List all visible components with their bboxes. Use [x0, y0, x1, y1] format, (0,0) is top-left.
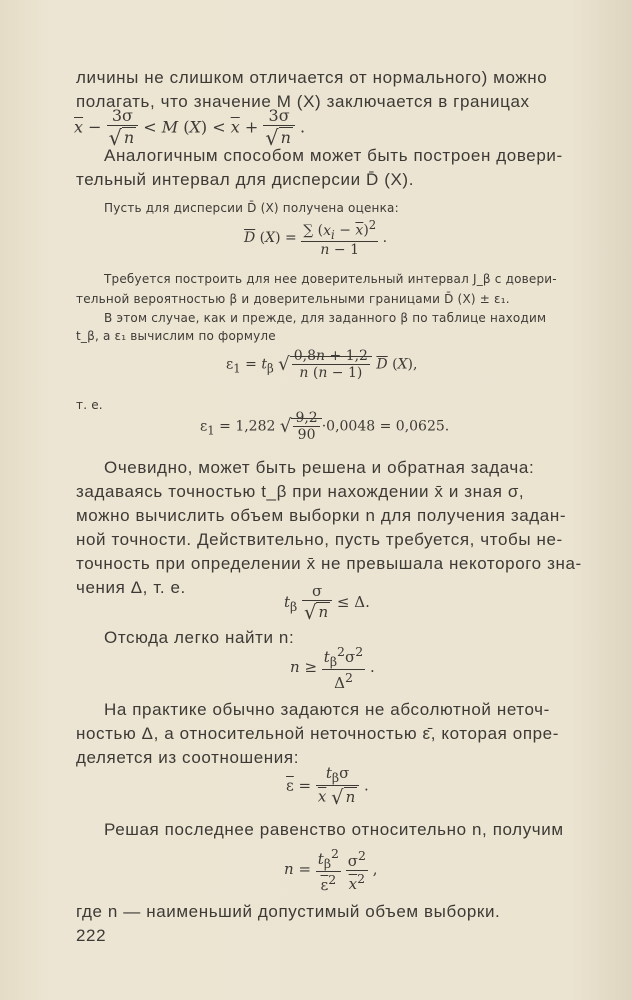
text-line-small: В этом случае, как и прежде, для заданного β по таблице находим: [104, 311, 547, 325]
text-line-small: Пусть для дисперсии D̄ (X) получена оценка:: [104, 201, 399, 215]
text-line: Очевидно, может быть решена и обратная задача:: [104, 458, 535, 477]
text-line: Аналогичным способом может быть построен довери-: [104, 146, 563, 165]
text-line: ной точности. Действительно, пусть требуется, чтобы не-: [76, 530, 563, 549]
text-line: можно вычислить объем выборки n для получения задан-: [76, 506, 567, 525]
formula-interval-mean: $\overline{x}$ − $\frac{3\sigma}{√ n}$ < M $(X) < \overline{x}$ + $\frac{3\sigma}{√ n}$ .: [74, 106, 306, 150]
formula-eps1-numeric: $\varepsilon_1 = 1,282$ √ $\frac{9,2}{90}$ ·0,0048 = 0,0625.: [200, 410, 450, 443]
text-line: ностью Δ, а относительной неточностью ε̄, которая опре-: [76, 724, 559, 743]
formula-eps-relative: $\overline{\varepsilon}$ = $\frac{t_\beta\sigma}{\overline{x} √ n}$ .: [286, 764, 369, 809]
text-line: личины не слишком отличается от нормального) можно: [76, 68, 548, 87]
formula-n2: n = $\frac{t_\beta^2}{\overline{\varepsilon}^2}$ $\frac{\sigma^2}{\overline{x}^2}$ ,: [284, 846, 378, 894]
text-line-small: t_β, а ε₁ вычислим по формуле: [76, 329, 276, 343]
formula-eps1: $\varepsilon_1 = t_\beta$ √ $\frac{0,8n + 1,2}{n (n - 1)}$ $\overline{D}$ (X),: [226, 348, 418, 381]
text-line: полагать, что значение M (X) заключается в границах: [76, 92, 530, 111]
text-line-small: Требуется построить для нее доверительный интервал J_β с довери-: [104, 272, 557, 286]
text-line: деляется из соотношения:: [76, 748, 300, 767]
text-line: На практике обычно задаются не абсолютной неточ-: [104, 700, 550, 719]
formula-variance: $\overline{D}$ (X) = $\frac{\sum (x_i - \overline{x})^2}{n - 1}$ .: [244, 218, 388, 259]
text-line: чения Δ, т. е.: [76, 578, 186, 597]
text-line: точность при определении x̄ не превышала некоторого зна-: [76, 554, 582, 573]
text-line: Отсюда легко найти n:: [104, 628, 295, 647]
text-line: Решая последнее равенство относительно n, получим: [104, 820, 564, 839]
text-line-small: тельной вероятностью β и доверительными границами D̄ (X) ± ε₁.: [76, 292, 510, 306]
text-line: задаваясь точностью t_β при нахождении x̄ и зная σ,: [76, 482, 525, 501]
text-line: тельный интервал для дисперсии D̄ (X).: [76, 170, 415, 189]
text-line: где n — наименьший допустимый объем выборки.: [76, 902, 501, 921]
formula-n1: n ≥ $\frac{t_\beta^2\sigma^2}{\Delta^2}$ .: [290, 644, 375, 692]
formula-delta: $t_\beta$ $\frac{\sigma}{√ n}$ ≤ Δ.: [284, 582, 370, 624]
text-te: т. е.: [76, 398, 103, 412]
page-number: 222: [76, 926, 107, 945]
